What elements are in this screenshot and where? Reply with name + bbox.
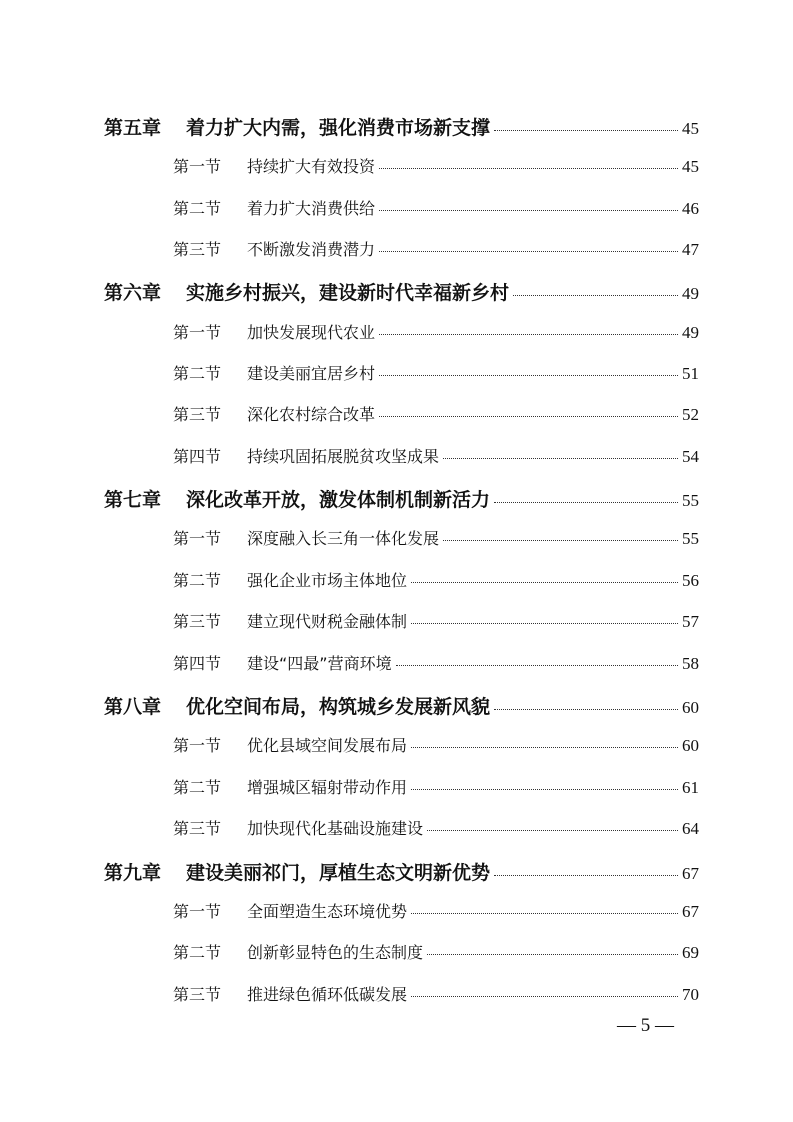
entry-title: 创新彰显特色的生态制度 bbox=[247, 943, 424, 962]
toc-section[interactable] bbox=[173, 982, 699, 1005]
entry-number: 第四节 bbox=[173, 654, 222, 673]
dot-leader bbox=[411, 747, 678, 748]
entry-page: 57 bbox=[682, 612, 699, 631]
entry-page: 55 bbox=[682, 529, 699, 548]
toc-chapter-8[interactable] bbox=[104, 692, 699, 719]
entry-number: 第一节 bbox=[173, 529, 222, 548]
dot-leader bbox=[427, 954, 678, 955]
entry-page: 60 bbox=[682, 736, 699, 755]
dot-leader bbox=[379, 210, 678, 211]
entry-title: 实施乡村振兴，建设新时代幸福新乡村 bbox=[186, 282, 510, 304]
entry-number: 第二节 bbox=[173, 199, 222, 218]
entry-title: 增强城区辐射带动作用 bbox=[247, 778, 408, 797]
entry-number: 第三节 bbox=[173, 240, 222, 259]
toc-section[interactable] bbox=[173, 402, 699, 425]
dot-leader bbox=[411, 996, 678, 997]
dot-leader bbox=[411, 582, 678, 583]
entry-title: 优化县域空间发展布局 bbox=[247, 736, 408, 755]
entry-page: 64 bbox=[682, 819, 699, 838]
entry-title: 强化企业市场主体地位 bbox=[247, 571, 408, 590]
toc-chapter-5[interactable] bbox=[104, 113, 699, 140]
entry-page: 47 bbox=[682, 240, 699, 259]
dot-leader bbox=[379, 375, 678, 376]
entry-number: 第一节 bbox=[173, 323, 222, 342]
entry-title: 不断激发消费潜力 bbox=[247, 240, 376, 259]
entry-title: 建设“四最”营商环境 bbox=[247, 654, 392, 673]
dot-leader bbox=[513, 295, 678, 296]
entry-page: 67 bbox=[682, 902, 699, 921]
entry-page: 46 bbox=[682, 199, 699, 218]
entry-title: 持续扩大有效投资 bbox=[247, 157, 376, 176]
entry-title: 深化改革开放，激发体制机制新活力 bbox=[186, 489, 491, 511]
entry-number: 第五章 bbox=[104, 117, 162, 139]
dot-leader bbox=[427, 830, 678, 831]
entry-title: 推进绿色循环低碳发展 bbox=[247, 985, 408, 1004]
entry-page: 45 bbox=[682, 157, 699, 176]
dot-leader bbox=[494, 502, 678, 503]
entry-number: 第一节 bbox=[173, 902, 222, 921]
toc-chapter-6[interactable] bbox=[104, 278, 699, 305]
entry-page: 45 bbox=[682, 119, 699, 138]
entry-number: 第二节 bbox=[173, 778, 222, 797]
entry-number: 第四节 bbox=[173, 447, 222, 466]
entry-number: 第三节 bbox=[173, 612, 222, 631]
dot-leader bbox=[443, 458, 678, 459]
entry-number: 第二节 bbox=[173, 943, 222, 962]
toc-section[interactable] bbox=[173, 940, 699, 963]
entry-title: 着力扩大消费供给 bbox=[247, 199, 376, 218]
entry-title: 深度融入长三角一体化发展 bbox=[247, 529, 440, 548]
entry-page: 49 bbox=[682, 284, 699, 303]
toc-section[interactable] bbox=[173, 361, 699, 384]
toc-section[interactable] bbox=[173, 237, 699, 260]
entry-number: 第二节 bbox=[173, 364, 222, 383]
entry-page: 69 bbox=[682, 943, 699, 962]
entry-number: 第二节 bbox=[173, 571, 222, 590]
entry-title: 持续巩固拓展脱贫攻坚成果 bbox=[247, 447, 440, 466]
dot-leader bbox=[379, 168, 678, 169]
entry-title: 加快现代化基础设施建设 bbox=[247, 819, 424, 838]
toc-section[interactable] bbox=[173, 651, 699, 674]
entry-number: 第三节 bbox=[173, 405, 222, 424]
toc-section[interactable] bbox=[173, 899, 699, 922]
toc-section[interactable] bbox=[173, 568, 699, 591]
entry-number: 第八章 bbox=[104, 696, 162, 718]
entry-number: 第三节 bbox=[173, 819, 222, 838]
entry-page: 52 bbox=[682, 405, 699, 424]
entry-page: 55 bbox=[682, 491, 699, 510]
entry-page: 67 bbox=[682, 864, 699, 883]
entry-number: 第七章 bbox=[104, 489, 162, 511]
toc-section[interactable] bbox=[173, 444, 699, 467]
toc-section[interactable] bbox=[173, 733, 699, 756]
entry-page: 56 bbox=[682, 571, 699, 590]
entry-title: 深化农村综合改革 bbox=[247, 405, 376, 424]
toc-section[interactable] bbox=[173, 154, 699, 177]
toc-section[interactable] bbox=[173, 609, 699, 632]
entry-number: 第三节 bbox=[173, 985, 222, 1004]
entry-number: 第一节 bbox=[173, 736, 222, 755]
dot-leader bbox=[494, 709, 678, 710]
dot-leader bbox=[396, 665, 678, 666]
dot-leader bbox=[443, 540, 678, 541]
entry-number: 第九章 bbox=[104, 862, 162, 884]
entry-page: 58 bbox=[682, 654, 699, 673]
dot-leader bbox=[411, 623, 678, 624]
toc-chapter-9[interactable] bbox=[104, 858, 699, 885]
toc-section[interactable] bbox=[173, 196, 699, 219]
entry-title: 建设美丽祁门，厚植生态文明新优势 bbox=[186, 862, 491, 884]
dot-leader bbox=[494, 130, 678, 131]
entry-number: 第一节 bbox=[173, 157, 222, 176]
dot-leader bbox=[494, 875, 678, 876]
dot-leader bbox=[379, 416, 678, 417]
entry-title: 优化空间布局，构筑城乡发展新风貌 bbox=[186, 696, 491, 718]
entry-title: 建设美丽宜居乡村 bbox=[247, 364, 376, 383]
entry-page: 70 bbox=[682, 985, 699, 1004]
entry-page: 54 bbox=[682, 447, 699, 466]
toc-section[interactable] bbox=[173, 526, 699, 549]
toc-section[interactable] bbox=[173, 320, 699, 343]
toc-section[interactable] bbox=[173, 775, 699, 798]
entry-page: 61 bbox=[682, 778, 699, 797]
page-number: — 5 — bbox=[617, 1015, 674, 1036]
entry-page: 49 bbox=[682, 323, 699, 342]
dot-leader bbox=[379, 251, 678, 252]
entry-title: 着力扩大内需，强化消费市场新支撑 bbox=[186, 117, 491, 139]
entry-title: 加快发展现代农业 bbox=[247, 323, 376, 342]
entry-page: 60 bbox=[682, 698, 699, 717]
dot-leader bbox=[379, 334, 678, 335]
dot-leader bbox=[411, 789, 678, 790]
entry-page: 51 bbox=[682, 364, 699, 383]
entry-title: 建立现代财税金融体制 bbox=[247, 612, 408, 631]
dot-leader bbox=[411, 913, 678, 914]
toc-chapter-7[interactable] bbox=[104, 485, 699, 512]
entry-number: 第六章 bbox=[104, 282, 162, 304]
toc-section[interactable] bbox=[173, 816, 699, 839]
entry-title: 全面塑造生态环境优势 bbox=[247, 902, 408, 921]
